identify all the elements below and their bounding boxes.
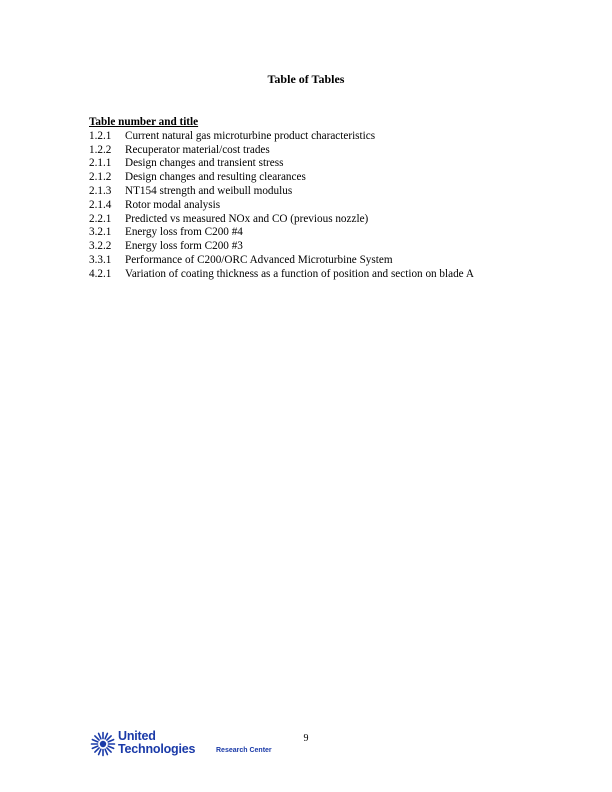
toc-entry-title: Predicted vs measured NOx and CO (previous nozzle) xyxy=(125,212,369,225)
table-of-tables xyxy=(89,116,474,282)
toc-entry xyxy=(89,268,474,282)
toc-entry xyxy=(89,171,474,185)
logo-line-2: Technologies xyxy=(118,741,196,756)
toc-entry-number: 1.2.1 xyxy=(89,129,112,142)
toc-entry-title: Design changes and transient stress xyxy=(125,157,284,170)
page-number: 9 xyxy=(303,733,309,744)
toc-entry-title: Variation of coating thickness as a function of position and section on blade A xyxy=(125,267,474,280)
toc-entry xyxy=(89,199,474,213)
toc-entry-title: Performance of C200/ORC Advanced Microturbine System xyxy=(125,253,393,266)
toc-entry-number: 3.2.2 xyxy=(89,240,112,253)
page-title: Table of Tables xyxy=(267,72,345,86)
toc-entry-title: NT154 strength and weibull modulus xyxy=(125,184,293,197)
toc-entry xyxy=(89,185,474,199)
toc-entry xyxy=(89,240,474,254)
logo-wordmark xyxy=(118,730,195,755)
toc-entry-title: Energy loss from C200 #4 xyxy=(125,226,243,239)
toc-entry-title: Energy loss form C200 #3 xyxy=(125,240,243,253)
toc-entry-title: Rotor modal analysis xyxy=(125,198,221,211)
toc-entry-number: 2.1.1 xyxy=(89,157,112,170)
toc-heading: Table number and title xyxy=(89,116,199,128)
toc-entry xyxy=(89,226,474,240)
united-technologies-logo-icon xyxy=(90,731,116,757)
toc-entry xyxy=(89,213,474,227)
logo-line-1: United xyxy=(118,729,156,743)
toc-entry-title: Current natural gas microturbine product characteristics xyxy=(125,129,376,142)
toc-entry-number: 3.2.1 xyxy=(89,226,112,239)
toc-entry-number: 2.1.2 xyxy=(89,171,112,184)
toc-entry-title: Recuperator material/cost trades xyxy=(125,143,270,156)
toc-entry-number: 4.2.1 xyxy=(89,267,112,280)
toc-entry-number: 3.3.1 xyxy=(89,253,112,266)
toc-entry-number: 2.1.4 xyxy=(89,198,112,211)
footer-logo xyxy=(90,729,290,759)
logo-subtitle: Research Center xyxy=(216,747,272,754)
toc-entry-number: 1.2.2 xyxy=(89,143,112,156)
toc-entry-number: 2.2.1 xyxy=(89,212,112,225)
toc-entry xyxy=(89,130,474,144)
toc-entry xyxy=(89,144,474,158)
toc-entry xyxy=(89,254,474,268)
toc-entry-number: 2.1.3 xyxy=(89,184,112,197)
toc-entry xyxy=(89,157,474,171)
toc-entry-title: Design changes and resulting clearances xyxy=(125,171,306,184)
